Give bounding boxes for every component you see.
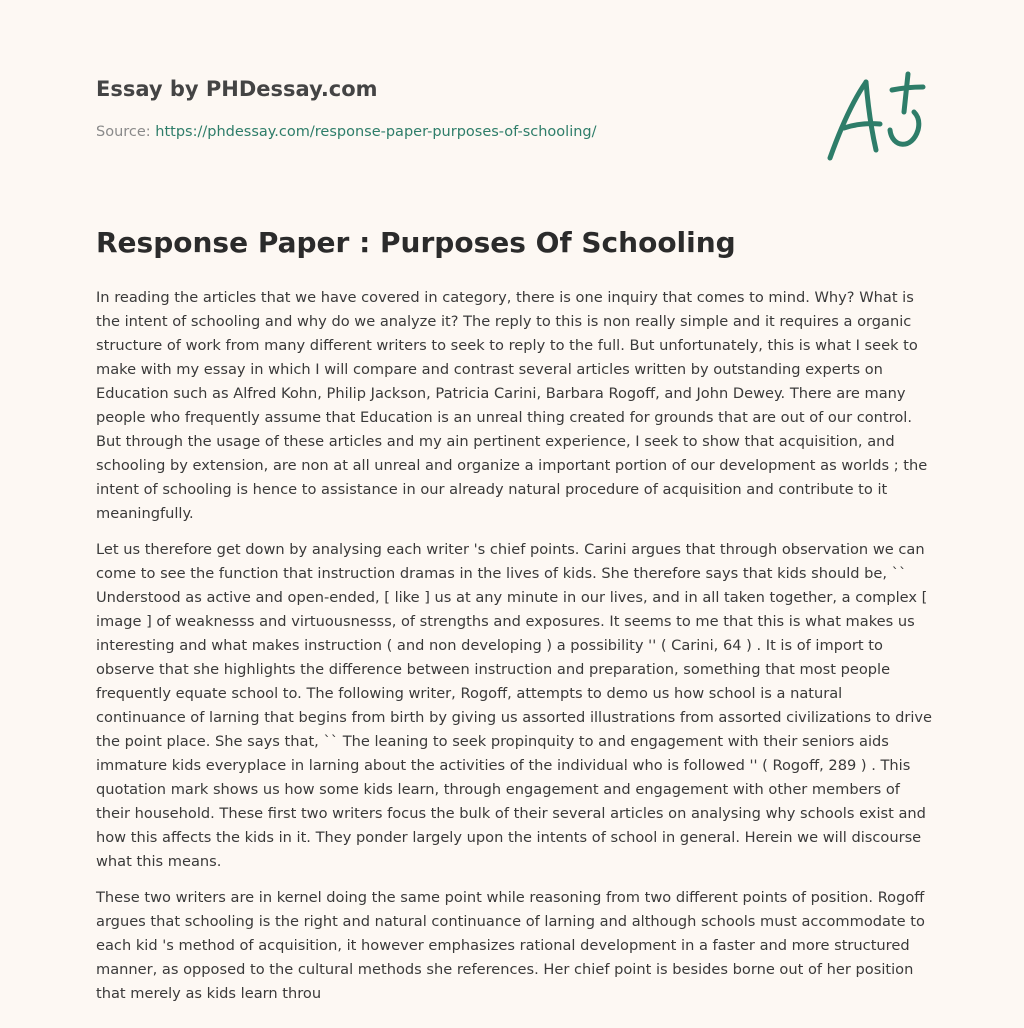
a-plus-grade-logo-icon <box>822 66 932 166</box>
essay-paragraph: In reading the articles that we have covered in category, there is one inquiry that comes to mind. Why? What is the intent of schooling and why do we analyze it? The reply to this is non really simple and it requires a organic structure of work from many different writers to seek to reply to the full. But unfortunately, this is what I seek to make with my essay in which I will compare and contrast several articles written by outstanding experts on Education such as Alfred Kohn, Philip Jackson, Patricia Carini, Barbara Rogoff, and John Dewey. There are many people who frequently assume that Education is an unreal thing created for grounds that are out of our control. But through the usage of these articles and my ain pertinent experience, I seek to show that acquisition, and schooling by extension, are non at all unreal and organize a important portion of our development as worlds ; the intent of schooling is hence to assistance in our already natural procedure of acquisition and contribute to it meaningfully. <box>96 289 928 522</box>
source-link[interactable]: https://phdessay.com/response-paper-purposes-of-schooling/ <box>155 124 597 140</box>
essay-body <box>96 286 932 1018</box>
essay-paragraph: Let us therefore get down by analysing each writer 's chief points. Carini argues that through observation we can come to see the function that instruction dramas in the lives of kids. She therefore says that kids should be, `` Understood as active and open-ended, [ like ] us at any minute in our lives, and in all taken together, a complex [ image ] of weaknesss and virtuousnesss, of strengths and exposures. It seems to me that this is what makes us interesting and what makes instruction ( and non developing ) a possibility '' ( Carini, 64 ) . It is of import to observe that she highlights the difference between instruction and preparation, something that most people frequently equate school to. The following writer, Rogoff, attempts to demo us how school is a natural continuance of larning that begins from birth by giving us assorted illustrations from assorted civilizations to drive the point place. She says that, `` The leaning to seek propinquity to and engagement with their seniors aids immature kids everyplace in larning about the activities of the individual who is followed '' ( Rogoff, 289 ) . This quotation mark shows us how some kids learn, through engagement and engagement with other members of their household. These first two writers focus the bulk of their several articles on analysing why schools exist and how this affects the kids in it. They ponder largely upon the intents of school in general. Herein we will discourse what this means. <box>96 541 933 870</box>
site-brand: Essay by PHDessay.com <box>96 77 378 101</box>
source-label: Source: <box>96 124 151 140</box>
essay-paragraph: These two writers are in kernel doing the same point while reasoning from two different points of position. Rogoff argues that schooling is the right and natural continuance of larning and although schools must accommodate to each kid 's method of acquisition, it however emphasizes rational development in a faster and more structured manner, as opposed to the cultural methods she references. Her chief point is besides borne out of her position that merely as kids learn throu <box>96 889 925 1002</box>
essay-title: Response Paper : Purposes Of Schooling <box>96 226 736 259</box>
source-line <box>96 124 597 140</box>
